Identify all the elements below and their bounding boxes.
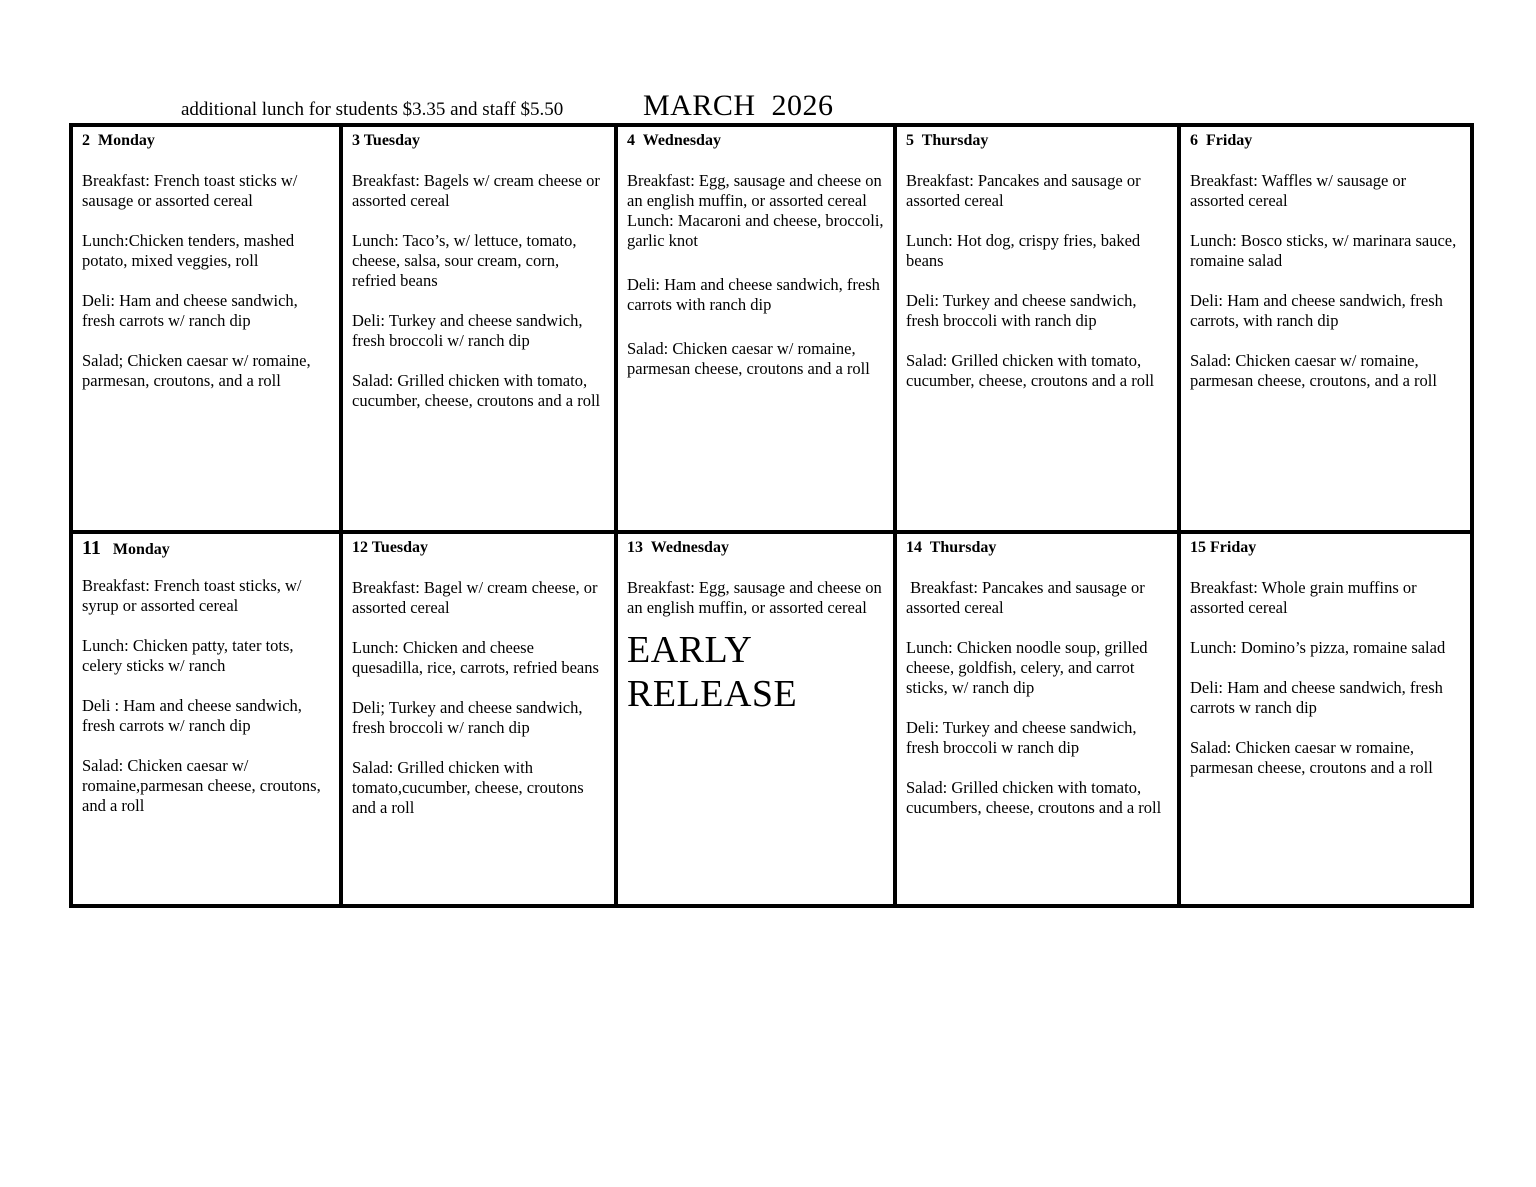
day-cell-mar-6	[1181, 127, 1470, 530]
deli-item: Deli: Ham and cheese sandwich, fresh carrots w/ ranch dip	[82, 291, 298, 330]
day-heading: 14 Thursday	[906, 539, 997, 556]
month-title: MARCH 2026	[643, 89, 834, 122]
breakfast-item: Breakfast: Bagel w/ cream cheese, or assorted cereal	[352, 578, 598, 617]
day-heading: 15 Friday	[1190, 539, 1257, 556]
lunch-item: Lunch: Macaroni and cheese, broccoli, garlic knot	[627, 211, 884, 250]
deli-item: Deli: Turkey and cheese sandwich, fresh broccoli w/ ranch dip	[352, 311, 583, 350]
deli-item: Deli: Turkey and cheese sandwich, fresh broccoli w ranch dip	[906, 718, 1137, 757]
menu-calendar-grid	[69, 123, 1474, 908]
early-release-line-1: EARLY	[627, 629, 753, 671]
day-cell-mar-11	[73, 534, 339, 904]
breakfast-item: Breakfast: Waffles w/ sausage or assorted cereal	[1190, 171, 1407, 210]
lunch-item: Lunch: Domino’s pizza, romaine salad	[1190, 638, 1446, 657]
deli-item: Deli: Ham and cheese sandwich, fresh carrots, with ranch dip	[1190, 291, 1443, 330]
salad-item: Salad: Grilled chicken with tomato,cucumber, cheese, croutons and a roll	[352, 758, 584, 817]
day-cell-mar-3	[343, 127, 614, 530]
day-cell-mar-4	[618, 127, 893, 530]
lunch-item: Lunch: Hot dog, crispy fries, baked beans	[906, 231, 1141, 270]
day-heading: 12 Tuesday	[352, 539, 429, 556]
day-cell-mar-2	[73, 127, 339, 530]
deli-item: Deli: Turkey and cheese sandwich, fresh broccoli with ranch dip	[906, 291, 1137, 330]
salad-item: Salad: Grilled chicken with tomato, cucumber, cheese, croutons and a roll	[906, 351, 1155, 390]
deli-item: Deli; Turkey and cheese sandwich, fresh broccoli w/ ranch dip	[352, 698, 583, 737]
day-heading: 6 Friday	[1190, 132, 1253, 149]
day-cell-mar-5	[897, 127, 1177, 530]
additional-lunch-price-note: additional lunch for students $3.35 and staff $5.50	[181, 99, 564, 120]
early-release-notice	[627, 628, 885, 716]
day-heading: 13 Wednesday	[627, 539, 729, 556]
early-release-line-2: RELEASE	[627, 673, 798, 715]
day-cell-mar-12	[343, 534, 614, 904]
breakfast-item: Breakfast: Egg, sausage and cheese on an english muffin, or assorted cereal	[627, 171, 882, 210]
breakfast-item: Breakfast: Pancakes and sausage or assorted cereal	[906, 578, 1149, 617]
deli-item: Deli : Ham and cheese sandwich, fresh carrots w/ ranch dip	[82, 696, 302, 735]
deli-item: Deli: Ham and cheese sandwich, fresh carrots with ranch dip	[627, 275, 880, 314]
day-number: 11	[82, 537, 101, 559]
lunch-item: Lunch: Chicken noodle soup, grilled cheese, goldfish, celery, and carrot sticks, w/ ranch dip	[906, 638, 1148, 697]
breakfast-item: Breakfast: Egg, sausage and cheese on an english muffin, or assorted cereal	[627, 578, 882, 617]
breakfast-item: Breakfast: French toast sticks w/ sausage or assorted cereal	[82, 171, 298, 210]
day-heading: 3 Tuesday	[352, 132, 421, 149]
lunch-item: Lunch: Taco’s, w/ lettuce, tomato, cheese, salsa, sour cream, corn, refried beans	[352, 231, 577, 290]
salad-item: Salad: Chicken caesar w/ romaine, parmesan cheese, croutons and a roll	[627, 339, 870, 378]
day-heading: 4 Wednesday	[627, 132, 721, 149]
breakfast-item: Breakfast: Pancakes and sausage or assorted cereal	[906, 171, 1141, 210]
breakfast-item: Breakfast: Whole grain muffins or assorted cereal	[1190, 578, 1417, 617]
breakfast-item: Breakfast: French toast sticks, w/ syrup or assorted cereal	[82, 576, 302, 615]
day-cell-mar-14	[897, 534, 1177, 904]
salad-item: Salad: Grilled chicken with tomato, cucumbers, cheese, croutons and a roll	[906, 778, 1162, 817]
day-heading	[82, 538, 331, 560]
day-cell-mar-13	[618, 534, 893, 904]
day-heading: 5 Thursday	[906, 132, 989, 149]
salad-item: Salad: Chicken caesar w/ romaine, parmesan cheese, croutons, and a roll	[1190, 351, 1437, 390]
breakfast-item: Breakfast: Bagels w/ cream cheese or assorted cereal	[352, 171, 600, 210]
day-heading: 2 Monday	[82, 132, 155, 149]
lunch-item: Lunch: Chicken and cheese quesadilla, rice, carrots, refried beans	[352, 638, 599, 677]
lunch-item: Lunch:Chicken tenders, mashed potato, mixed veggies, roll	[82, 231, 295, 270]
day-weekday: Monday	[112, 541, 170, 558]
lunch-item: Lunch: Bosco sticks, w/ marinara sauce, romaine salad	[1190, 231, 1457, 270]
day-cell-mar-15	[1181, 534, 1470, 904]
salad-item: Salad; Chicken caesar w/ romaine, parmesan, croutons, and a roll	[82, 351, 311, 390]
salad-item: Salad: Chicken caesar w romaine, parmesan cheese, croutons and a roll	[1190, 738, 1433, 777]
salad-item: Salad: Chicken caesar w/ romaine,parmesan cheese, croutons, and a roll	[82, 756, 321, 815]
deli-item: Deli: Ham and cheese sandwich, fresh carrots w ranch dip	[1190, 678, 1443, 717]
salad-item: Salad: Grilled chicken with tomato, cucumber, cheese, croutons and a roll	[352, 371, 601, 410]
lunch-item: Lunch: Chicken patty, tater tots, celery sticks w/ ranch	[82, 636, 294, 675]
